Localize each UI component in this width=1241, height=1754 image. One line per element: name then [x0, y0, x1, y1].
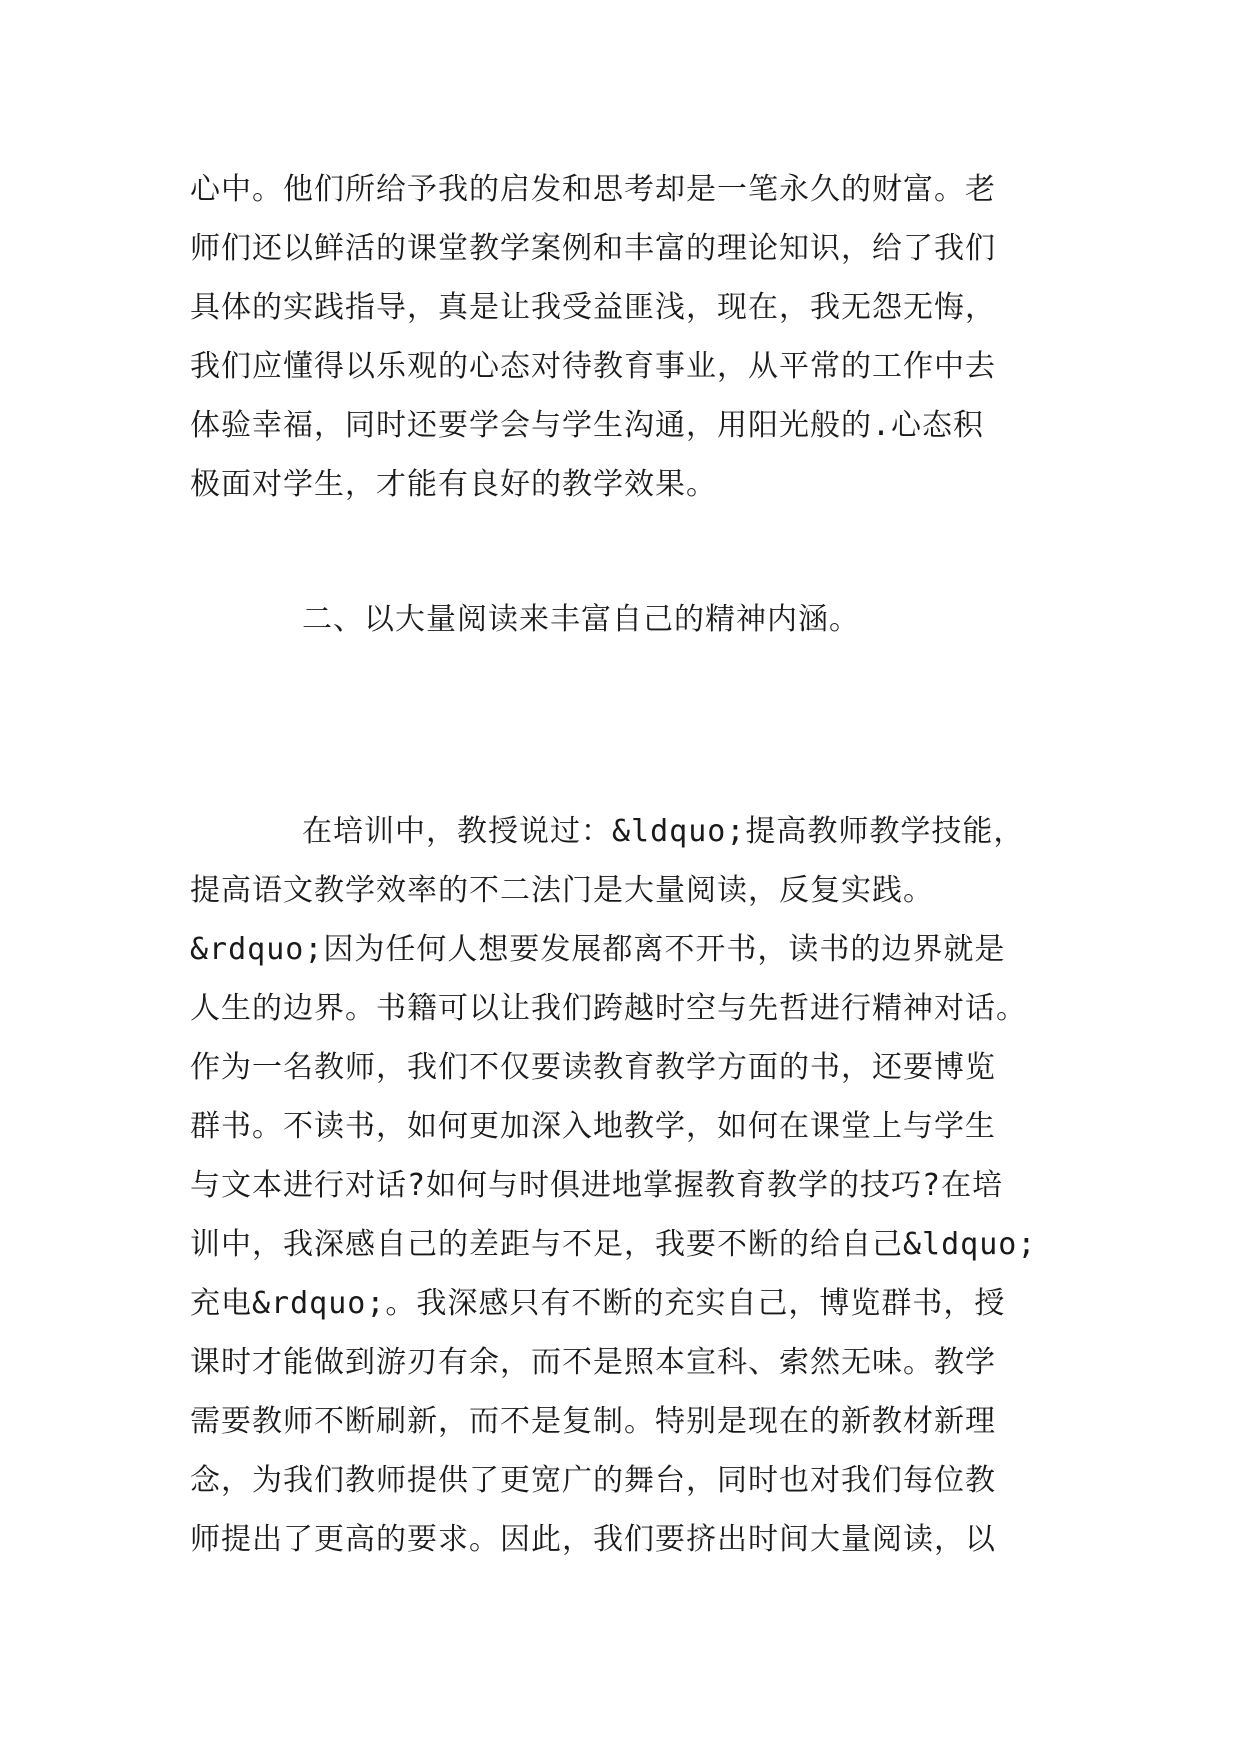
- text-line: 体验幸福，同时还要学会与学生沟通，用阳光般的.心态积: [190, 408, 985, 443]
- text-line: 极面对学生，才能有良好的教学效果。: [190, 467, 717, 502]
- paragraph-2: [190, 802, 1070, 1569]
- text-line: 师提出了更高的要求。因此，我们要挤出时间大量阅读，以: [190, 1522, 996, 1557]
- section-heading: [190, 590, 1070, 649]
- text-line: 提高语文教学效率的不二法门是大量阅读，反复实践。: [190, 873, 934, 908]
- text-line: 课时才能做到游刃有余，而不是照本宣科、索然无味。教学: [190, 1345, 996, 1380]
- text-line: 需要教师不断刷新，而不是复制。特别是现在的新教材新理: [190, 1404, 996, 1439]
- text-line: 师们还以鲜活的课堂教学案例和丰富的理论知识，给了我们: [190, 231, 996, 266]
- text-line: 群书。不读书，如何更加深入地教学，如何在课堂上与学生: [190, 1109, 996, 1144]
- section-heading-text: 二、以大量阅读来丰富自己的精神内涵。: [302, 602, 860, 637]
- text-line: 与文本进行对话?如何与时俱进地掌握教育教学的技巧?在培: [190, 1168, 1004, 1203]
- text-line: 念，为我们教师提供了更宽广的舞台，同时也对我们每位教: [190, 1463, 996, 1498]
- text-line: 在培训中，教授说过：&ldquo;提高教师教学技能，: [302, 814, 1025, 849]
- text-line: 我们应懂得以乐观的心态对待教育事业，从平常的工作中去: [190, 349, 996, 384]
- text-line: 作为一名教师，我们不仅要读教育教学方面的书，还要博览: [190, 1050, 996, 1085]
- text-line: 充电&rdquo;。我深感只有不断的充实自己，博览群书，授: [190, 1286, 1006, 1321]
- text-line: 心中。他们所给予我的启发和思考却是一笔永久的财富。老: [190, 172, 996, 207]
- text-line: 具体的实践指导，真是让我受益匪浅，现在，我无怨无悔，: [190, 290, 996, 325]
- paragraph-1: [190, 160, 1070, 514]
- text-line: 人生的边界。书籍可以让我们跨越时空与先哲进行精神对话。: [190, 991, 1027, 1026]
- text-line: &rdquo;因为任何人想要发展都离不开书，读书的边界就是: [190, 932, 1006, 967]
- text-line: 训中，我深感自己的差距与不足，我要不断的给自己&ldquo;: [190, 1227, 1037, 1262]
